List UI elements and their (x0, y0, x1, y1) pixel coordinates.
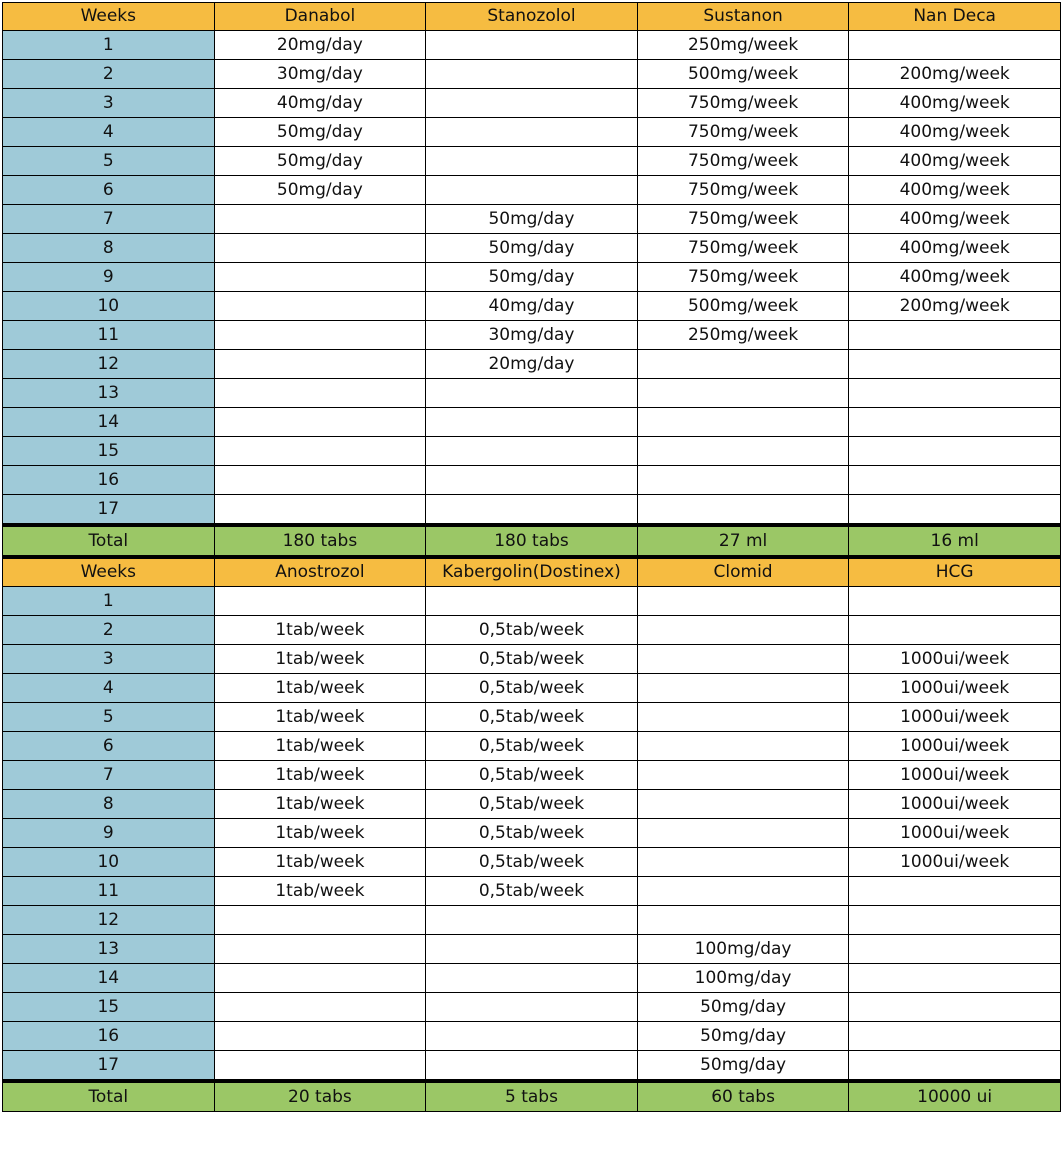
dosage-schedule-table (2, 2, 1061, 1112)
week-cell: 5 (3, 703, 215, 732)
dose-cell (426, 89, 638, 118)
dose-cell (214, 350, 426, 379)
dose-cell (426, 993, 638, 1022)
dose-cell: 1tab/week (214, 674, 426, 703)
dose-cell (426, 31, 638, 60)
dose-cell (426, 587, 638, 616)
table-row (3, 848, 1061, 877)
dose-cell (637, 437, 849, 466)
column-header: Sustanon (637, 3, 849, 31)
dose-cell (214, 379, 426, 408)
dose-cell (849, 466, 1061, 495)
dose-cell (214, 234, 426, 263)
dose-cell (214, 292, 426, 321)
table-row (3, 645, 1061, 674)
dose-cell: 400mg/week (849, 205, 1061, 234)
week-cell: 11 (3, 877, 215, 906)
week-cell: 6 (3, 176, 215, 205)
dose-cell (214, 437, 426, 466)
week-cell: 7 (3, 761, 215, 790)
dose-cell (214, 408, 426, 437)
dose-cell (637, 703, 849, 732)
dose-cell: 1tab/week (214, 703, 426, 732)
dose-cell: 50mg/day (214, 147, 426, 176)
dose-cell (849, 437, 1061, 466)
dose-cell: 1000ui/week (849, 761, 1061, 790)
week-cell: 9 (3, 263, 215, 292)
dose-cell (426, 408, 638, 437)
week-cell: 13 (3, 379, 215, 408)
dose-cell (637, 466, 849, 495)
dose-cell: 30mg/day (426, 321, 638, 350)
week-cell: 9 (3, 819, 215, 848)
week-cell: 7 (3, 205, 215, 234)
dose-cell: 1000ui/week (849, 790, 1061, 819)
dose-cell (637, 761, 849, 790)
dose-cell: 50mg/day (637, 1022, 849, 1051)
table-row (3, 1022, 1061, 1051)
table-row (3, 466, 1061, 495)
dose-cell: 500mg/week (637, 60, 849, 89)
week-cell: 16 (3, 1022, 215, 1051)
dose-cell (849, 906, 1061, 935)
week-cell: 5 (3, 147, 215, 176)
dose-cell (426, 495, 638, 526)
table-row (3, 89, 1061, 118)
week-cell: 8 (3, 790, 215, 819)
table-row (3, 60, 1061, 89)
week-cell: 4 (3, 674, 215, 703)
table-row (3, 31, 1061, 60)
dose-cell (214, 587, 426, 616)
table-row (3, 263, 1061, 292)
dose-cell (426, 906, 638, 935)
table-row (3, 819, 1061, 848)
dose-cell (214, 1022, 426, 1051)
dose-cell: 750mg/week (637, 205, 849, 234)
dose-cell: 20mg/day (214, 31, 426, 60)
dose-cell: 750mg/week (637, 263, 849, 292)
dose-cell: 100mg/day (637, 935, 849, 964)
week-cell: 10 (3, 848, 215, 877)
dose-cell (637, 906, 849, 935)
week-cell: 6 (3, 732, 215, 761)
dose-cell: 250mg/week (637, 321, 849, 350)
dose-cell: 0,5tab/week (426, 703, 638, 732)
week-cell: 2 (3, 616, 215, 645)
header-row (3, 557, 1061, 587)
dose-cell: 40mg/day (426, 292, 638, 321)
dose-cell (426, 466, 638, 495)
dose-cell: 0,5tab/week (426, 674, 638, 703)
dose-cell (637, 587, 849, 616)
total-row (3, 1081, 1061, 1112)
dose-cell (214, 964, 426, 993)
dose-cell: 750mg/week (637, 176, 849, 205)
total-cell: 27 ml (637, 525, 849, 557)
dose-cell (426, 1022, 638, 1051)
dose-cell: 50mg/day (214, 118, 426, 147)
table-row (3, 408, 1061, 437)
dose-cell (426, 1051, 638, 1082)
dose-cell (849, 379, 1061, 408)
dose-cell: 1000ui/week (849, 819, 1061, 848)
week-cell: 1 (3, 587, 215, 616)
dose-cell: 750mg/week (637, 118, 849, 147)
dose-cell: 1000ui/week (849, 674, 1061, 703)
dose-cell: 750mg/week (637, 234, 849, 263)
week-cell: 17 (3, 1051, 215, 1082)
dose-cell: 0,5tab/week (426, 616, 638, 645)
week-cell: 15 (3, 437, 215, 466)
dose-cell (849, 587, 1061, 616)
dose-cell: 500mg/week (637, 292, 849, 321)
dose-cell (426, 379, 638, 408)
week-cell: 12 (3, 906, 215, 935)
dose-cell (637, 645, 849, 674)
table-row (3, 495, 1061, 526)
column-header: Weeks (3, 557, 215, 587)
dose-cell: 400mg/week (849, 263, 1061, 292)
dose-cell: 400mg/week (849, 89, 1061, 118)
dose-cell (426, 60, 638, 89)
column-header: Weeks (3, 3, 215, 31)
dose-cell: 1tab/week (214, 790, 426, 819)
dose-cell: 1tab/week (214, 616, 426, 645)
dose-cell: 50mg/day (637, 1051, 849, 1082)
dose-cell (849, 935, 1061, 964)
dose-cell: 750mg/week (637, 147, 849, 176)
dose-cell: 0,5tab/week (426, 819, 638, 848)
dose-cell (426, 964, 638, 993)
dose-cell: 50mg/day (426, 234, 638, 263)
table-row (3, 379, 1061, 408)
dose-cell: 50mg/day (637, 993, 849, 1022)
dose-cell (214, 263, 426, 292)
table-row (3, 350, 1061, 379)
dose-cell (637, 732, 849, 761)
table-row (3, 790, 1061, 819)
week-cell: 1 (3, 31, 215, 60)
dose-cell (214, 993, 426, 1022)
column-header: Stanozolol (426, 3, 638, 31)
dose-cell (849, 31, 1061, 60)
week-cell: 14 (3, 964, 215, 993)
dose-cell (637, 674, 849, 703)
dose-cell (637, 616, 849, 645)
table-row (3, 292, 1061, 321)
dose-cell (849, 1022, 1061, 1051)
total-label: Total (3, 525, 215, 557)
dose-cell: 1tab/week (214, 732, 426, 761)
dose-cell (849, 408, 1061, 437)
dose-cell: 0,5tab/week (426, 877, 638, 906)
dose-cell (214, 1051, 426, 1082)
dose-cell (214, 321, 426, 350)
dose-cell (214, 935, 426, 964)
table-row (3, 437, 1061, 466)
dose-cell: 400mg/week (849, 176, 1061, 205)
table-row (3, 587, 1061, 616)
dose-cell (426, 176, 638, 205)
dose-cell (214, 205, 426, 234)
table-row (3, 935, 1061, 964)
dose-cell (426, 147, 638, 176)
week-cell: 13 (3, 935, 215, 964)
dose-cell (849, 993, 1061, 1022)
column-header: Kabergolin(Dostinex) (426, 557, 638, 587)
week-cell: 16 (3, 466, 215, 495)
dose-cell: 200mg/week (849, 60, 1061, 89)
dose-cell: 200mg/week (849, 292, 1061, 321)
total-cell: 180 tabs (214, 525, 426, 557)
column-header: Clomid (637, 557, 849, 587)
week-cell: 8 (3, 234, 215, 263)
dose-cell (637, 350, 849, 379)
table-row (3, 674, 1061, 703)
dose-cell (426, 118, 638, 147)
dose-cell: 250mg/week (637, 31, 849, 60)
dose-cell (637, 495, 849, 526)
dose-cell: 1000ui/week (849, 703, 1061, 732)
total-label: Total (3, 1081, 215, 1112)
table-row (3, 993, 1061, 1022)
week-cell: 3 (3, 89, 215, 118)
dose-cell: 0,5tab/week (426, 732, 638, 761)
week-cell: 3 (3, 645, 215, 674)
table-row (3, 118, 1061, 147)
dose-cell: 400mg/week (849, 147, 1061, 176)
week-cell: 11 (3, 321, 215, 350)
column-header: Anostrozol (214, 557, 426, 587)
table-row (3, 321, 1061, 350)
dose-cell (637, 848, 849, 877)
table-row (3, 205, 1061, 234)
dose-cell (849, 350, 1061, 379)
dose-cell (214, 906, 426, 935)
week-cell: 4 (3, 118, 215, 147)
total-cell: 10000 ui (849, 1081, 1061, 1112)
week-cell: 15 (3, 993, 215, 1022)
dose-cell: 0,5tab/week (426, 790, 638, 819)
dose-cell: 1tab/week (214, 645, 426, 674)
dose-cell: 20mg/day (426, 350, 638, 379)
dose-cell: 1tab/week (214, 761, 426, 790)
dose-cell: 0,5tab/week (426, 848, 638, 877)
dose-cell (214, 495, 426, 526)
week-cell: 17 (3, 495, 215, 526)
dose-cell (849, 1051, 1061, 1082)
column-header: Danabol (214, 3, 426, 31)
week-cell: 2 (3, 60, 215, 89)
dose-cell (849, 877, 1061, 906)
dose-cell: 1000ui/week (849, 645, 1061, 674)
week-cell: 12 (3, 350, 215, 379)
dose-cell (849, 321, 1061, 350)
dose-cell: 50mg/day (214, 176, 426, 205)
dose-cell: 50mg/day (426, 205, 638, 234)
dose-cell (637, 877, 849, 906)
dose-cell (849, 616, 1061, 645)
week-cell: 10 (3, 292, 215, 321)
dose-cell (637, 790, 849, 819)
dose-cell (849, 964, 1061, 993)
dose-cell: 1000ui/week (849, 848, 1061, 877)
dose-cell: 400mg/week (849, 118, 1061, 147)
header-row (3, 3, 1061, 31)
table-row (3, 964, 1061, 993)
dose-cell: 400mg/week (849, 234, 1061, 263)
dose-cell: 1tab/week (214, 848, 426, 877)
dose-cell (426, 437, 638, 466)
dose-cell: 100mg/day (637, 964, 849, 993)
dose-cell (426, 935, 638, 964)
dose-cell: 40mg/day (214, 89, 426, 118)
dose-cell: 750mg/week (637, 89, 849, 118)
dose-cell (637, 379, 849, 408)
column-header: Nan Deca (849, 3, 1061, 31)
total-cell: 180 tabs (426, 525, 638, 557)
table-row (3, 761, 1061, 790)
week-cell: 14 (3, 408, 215, 437)
dose-cell: 50mg/day (426, 263, 638, 292)
dose-cell (849, 495, 1061, 526)
total-cell: 60 tabs (637, 1081, 849, 1112)
table-row (3, 906, 1061, 935)
table-row (3, 234, 1061, 263)
total-cell: 20 tabs (214, 1081, 426, 1112)
column-header: HCG (849, 557, 1061, 587)
table-row (3, 732, 1061, 761)
table-row (3, 877, 1061, 906)
dose-cell: 1000ui/week (849, 732, 1061, 761)
dose-cell (637, 408, 849, 437)
dose-cell: 0,5tab/week (426, 761, 638, 790)
dose-cell (214, 466, 426, 495)
dose-cell: 1tab/week (214, 877, 426, 906)
total-cell: 16 ml (849, 525, 1061, 557)
dose-cell: 1tab/week (214, 819, 426, 848)
table-row (3, 147, 1061, 176)
total-cell: 5 tabs (426, 1081, 638, 1112)
dose-cell: 0,5tab/week (426, 645, 638, 674)
dose-cell (637, 819, 849, 848)
table-row (3, 176, 1061, 205)
dose-cell: 30mg/day (214, 60, 426, 89)
table-row (3, 703, 1061, 732)
table-row (3, 616, 1061, 645)
table-row (3, 1051, 1061, 1082)
total-row (3, 525, 1061, 557)
